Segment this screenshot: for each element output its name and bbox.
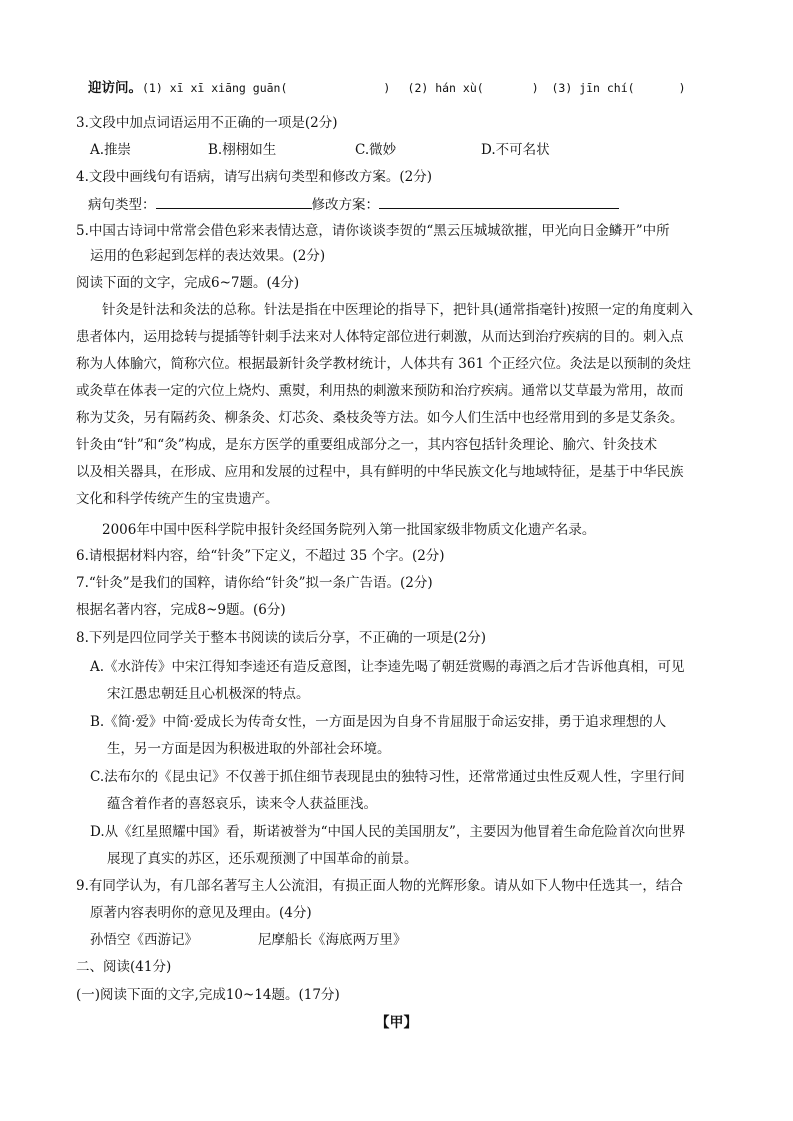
q5-line-1: 5.中国古诗词中常常会借色彩来表情达意，请你谈谈李贺的“黑云压城城欲摧，甲光向日金鳞开”中所 (76, 223, 670, 239)
reading-1-p1-line: 患者体内，运用捻转与提插等针刺手法来对人体特定部位进行刺激，从而达到治疗疾病的目的。刺入点 (76, 329, 684, 345)
passage-jia-label: 【甲】 (375, 1015, 418, 1031)
q4-stem: 4.文段中画线句有语病，请写出病句类型和修改方案。(2分) (76, 169, 433, 185)
q9-line-2: 原著内容表明你的意见及理由。(4分) (90, 905, 312, 921)
pinyin-part-2: (2) hán xù( (407, 81, 484, 95)
q4-label-fix: 修改方案： (311, 197, 379, 213)
q4-fix-blank[interactable] (379, 194, 619, 209)
q8-option-d-cont: 展现了真实的苏区，还乐观预测了中国革命的前景。 (107, 851, 418, 867)
pinyin-blank-1-close: ) (383, 81, 391, 95)
q8-stem: 8.下列是四位同学关于整本书阅读的读后分享，不正确的一项是(2分) (76, 630, 487, 646)
q4-answer-line (88, 194, 619, 215)
reading-1-p1-line: 以及相关器具，在形成、应用和发展的过程中，具有鲜明的中华民族文化与地域特征，是基于中华民族 (76, 464, 684, 480)
q8-option-b: B.《简·爱》中简·爱成长为传奇女性，一方面是因为自身不肯屈服于命运安排，勇于追求理想的人 (90, 714, 667, 730)
reading-1-p1-line: 针灸是针法和灸法的总称。针法是指在中医理论的指导下，把针具(通常指毫针)按照一定的角度刺入 (102, 302, 694, 318)
q4-type-blank[interactable] (156, 194, 312, 209)
reading-1-p1-line: 称为艾灸，另有隔药灸、柳条灸、灯芯灸、桑枝灸等方法。如今人们生活中也经常用到的多是艾条灸。 (76, 410, 684, 426)
q7-stem: 7.“针灸”是我们的国粹，请你给“针灸”拟一条广告语。(2分) (76, 575, 433, 591)
pinyin-blank-2-close: ) (531, 81, 539, 95)
q8-option-a: A.《水浒传》中宋江得知李逵还有造反意图，让李逵先喝了朝廷赏赐的毒酒之后才告诉他真相，可见 (90, 659, 685, 675)
section-2-heading: 二、阅读(41分) (76, 959, 172, 975)
reading-1-p1-line: 针灸由“针”和“灸”构成，是东方医学的重要组成部分之一，其内容包括针灸理论、腧穴、针灸技术 (76, 437, 658, 453)
pinyin-part-3: (3) jīn chí( (551, 81, 635, 95)
q3-option-c: C.微妙 (355, 142, 397, 158)
q9-choice-1: 孙悟空《西游记》 (90, 932, 198, 948)
q8-option-c: C.法布尔的《昆虫记》不仅善于抓住细节表现昆虫的独特习性，还常常通过虫性反观人性，字里行间 (90, 769, 685, 785)
reading-2-intro: 根据名著内容，完成8~9题。(6分) (76, 602, 286, 618)
q8-option-c-cont: 蕴含着作者的喜怒哀乐，读来令人获益匪浅。 (107, 796, 377, 812)
q3-option-d: D.不可名状 (481, 142, 550, 158)
q4-label-type: 病句类型： (88, 197, 156, 213)
q9-choice-2: 尼摩船长《海底两万里》 (258, 932, 407, 948)
reading-1-intro: 阅读下面的文字，完成6~7题。(4分) (76, 275, 300, 291)
q8-option-d: D.从《红星照耀中国》看，斯诺被誉为“中国人民的美国朋友”，主要因为他冒着生命危险首次向世界 (90, 824, 686, 840)
reading-1-p1-line: 称为人体腧穴，简称穴位。根据最新针灸学教材统计，人体共有 361 个正经穴位。灸法是以预制的灸炷 (76, 356, 691, 372)
reading-1-p2: 2006年中国中医科学院申报针灸经国务院列入第一批国家级非物质文化遗产名录。 (102, 522, 596, 538)
pinyin-blank-3-close: ) (678, 81, 686, 95)
q3-option-a: A.推崇 (90, 142, 132, 158)
pinyin-part-1: (1) xī xī xiāng guān( (142, 81, 288, 95)
reading-1-p1-line: 文化和科学传统产生的宝贵遗产。 (76, 491, 279, 507)
q8-option-a-cont: 宋江愚忠朝廷且心机极深的特点。 (107, 686, 310, 702)
q9-line-1: 9.有同学认为，有几部名著写主人公流泪，有损正面人物的光辉形象。请从如下人物中任选其一，结合 (76, 878, 683, 894)
pinyin-lead: 迎访问。 (88, 80, 142, 96)
q3-option-b: B.栩栩如生 (208, 142, 277, 158)
q3-stem: 3.文段中加点词语运用不正确的一项是(2分) (76, 115, 338, 131)
q6-stem: 6.请根据材料内容，给“针灸”下定义，不超过 35 个字。(2分) (76, 548, 445, 564)
pinyin-question-line (88, 78, 686, 98)
q5-line-2: 运用的色彩起到怎样的表达效果。(2分) (90, 248, 326, 264)
reading-1-p1-line: 或灸草在体表一定的穴位上烧灼、熏熨，利用热的刺激来预防和治疗疾病。通常以艾草最为常用，故而 (76, 383, 684, 399)
q8-option-b-cont: 生，另一方面是因为积极进取的外部社会环境。 (107, 741, 391, 757)
subsection-1-intro: (一)阅读下面的文字,完成10~14题。(17分) (76, 987, 340, 1003)
